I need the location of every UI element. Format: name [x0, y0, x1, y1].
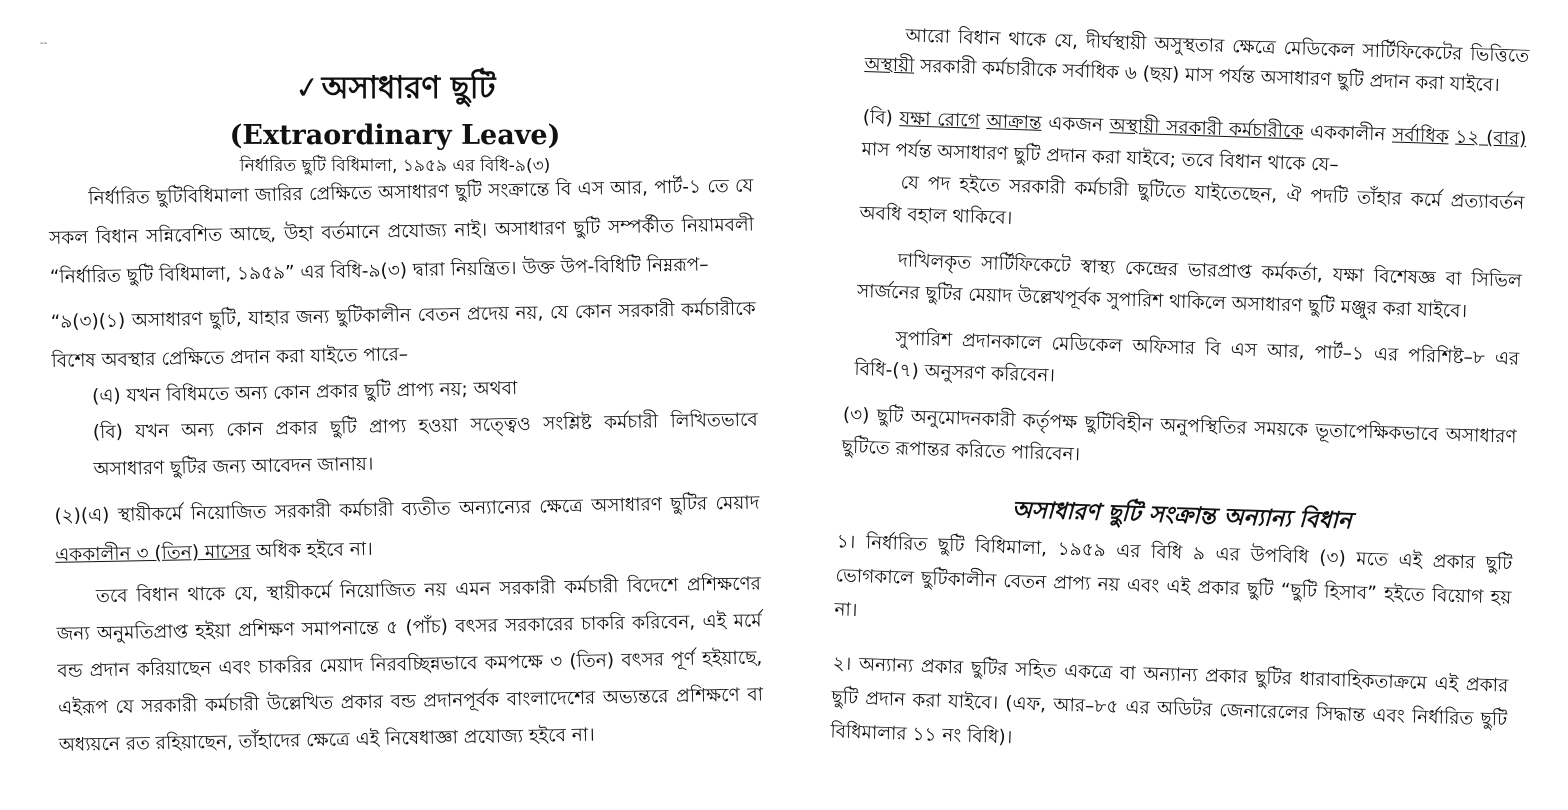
rule-b-underlined-5: ১২ (বার)	[1455, 126, 1527, 150]
rule-3-paragraph: (৩) ছুটি অনুমোদনকারী কর্তৃপক্ষ ছুটিবিহীন অনুপস্থিতির সময়কে ভূতাপেক্ষিকভাবে অসাধারণ ছুটিতে রূপান্তর করিতে পারিবেন।	[841, 404, 1517, 466]
rule-b-prefix: (বি)	[862, 106, 900, 130]
rule-2a-text-before: (২)(এ) স্থায়ীকর্মে নিয়োজিত সরকারী কর্মচারী ব্যতীত অন্যান্যের ক্ষেত্রে অসাধারণ ছুটির মেয়াদ	[54, 492, 760, 527]
certificate-paragraph: দাখিলকৃত সার্টিফিকেটে স্বাস্থ্য কেন্দ্রের ভারপ্রাপ্ত কর্মকর্তা, যক্ষা বিশেষজ্ঞ বা সিভিল সার্জনের ছুটির মেয়াদ উল্লেখপূর্বক সুপারিশ থাকিলে অসাধারণ ছুটি মঞ্জুর করা যাইবে।	[856, 250, 1523, 323]
rule-b-text-1: একজন	[1041, 112, 1111, 137]
checkmark-icon: ✓	[292, 69, 322, 108]
section-heading: অসাধারণ ছুটি সংক্রান্ত অন্যান্য বিধান	[1011, 497, 1353, 535]
proviso-medical-underlined: অস্থায়ী	[864, 53, 915, 77]
provision-2: ২। অন্যান্য প্রকার ছুটির সহিত একত্রে বা অন্যান্য প্রকার ছুটির ধারাবাহিকতাক্রমে এই প্রকার ছুটি প্রদান করা যাইবে। (এফ, আর–৮৫ এর অডিটর জেনারেলের সিদ্ধান্ত এবং নির্ধারিত ছুটি বিধিমালার ১১ নং বিধি)।	[830, 653, 1509, 749]
left-body	[48, 166, 764, 763]
right-body	[830, 20, 1530, 772]
rule-b-underlined-4: সর্বাধিক	[1391, 124, 1450, 148]
rule-9-3-1: “৯(৩)(১) অসাধারণ ছুটি, যাহার জন্য ছুটিকালীন বেতন প্রদেয় নয়, যে কোন সরকারী কর্মচারীকে বিশেষ অবস্থার প্রেক্ষিতে প্রদান করা যাইতে পারে–	[50, 298, 756, 372]
rule-b-text-2: এককালীন	[1303, 121, 1393, 146]
list-item-b: (বি) যখন অন্য কোন প্রকার ছুটি প্রাপ্য হওয়া সত্ত্বেও সংশ্লিষ্ট কর্মচারী লিখিতভাবে অসাধারণ ছুটির জন্য আবেদন জানায়।	[92, 409, 758, 481]
page-title-english: (Extraordinary Leave)	[229, 120, 561, 151]
title-block	[0, 68, 790, 179]
rule-b-underlined-2: আক্রান্ত	[986, 111, 1043, 134]
corner-mark: --	[40, 38, 48, 49]
list-item-a: (এ) যখন বিধিমতে অন্য কোন প্রকার ছুটি প্রাপ্য নয়; অথবা	[91, 378, 518, 408]
rule-b-underlined-1: যক্ষা রোগে	[899, 108, 981, 132]
post-retention-paragraph: যে পদ হইতে সরকারী কর্মচারী ছুটিতে যাইতেছেন, ঐ পদটি তাঁহার কর্মে প্রত্যাবর্তন অবধি বহাল থাকিবে।	[859, 172, 1525, 229]
intro-paragraph: নির্ধারিত ছুটিবিধিমালা জারির প্রেক্ষিতে অসাধারণ ছুটি সংক্রান্তে বি এস আর, পার্ট-১ তে যে সকল বিধান সন্নিবেশিত আছে, উহা বর্তমানে প্রযোজ্য নাই। অসাধারণ ছুটি সম্পর্কীত নিয়ামবলী “নির্ধারিত ছুটি বিধিমালা, ১৯৫৯” এর বিধি-৯(৩) দ্বারা নিয়ন্ত্রিত। উক্ত উপ-বিধিটি নিম্নরূপ–	[48, 175, 755, 288]
rule-2a	[54, 483, 760, 575]
page-title-bengali-text: অসাধারণ ছুটি	[321, 70, 496, 106]
rule-b-text-3: মাস পর্যন্ত অসাধারণ ছুটি প্রদান করা যাইবে; তবে বিধান থাকে যে–	[861, 138, 1339, 176]
recommendation-paragraph: সুপারিশ প্রদানকালে মেডিকেল অফিসার বি এস আর, পার্ট–১ এর পরিশিষ্ট–৮ এর বিধি-(৭) অনুসরণ করিবেন।	[854, 328, 1520, 387]
rule-b-underlined-3: অস্থায়ী সরকারী কর্মচারীকে	[1109, 115, 1304, 143]
rule-2a-underlined: এককালীন ৩ (তিন) মাসের	[55, 541, 251, 566]
rule-reference: নির্ধারিত ছুটি বিধিমালা, ১৯৫৯ এর বিধি-৯(৩)	[239, 156, 551, 176]
rule-2a-text-after: অধিক হইবে না।	[250, 538, 373, 563]
proviso-medical-text-1: আরো বিধান থাকে যে, দীর্ঘস্থায়ী অসুস্থতার ক্ষেত্রে মেডিকেল সার্টিফিকেটের ভিত্তিতে	[905, 25, 1530, 68]
provision-1: ১। নির্ধারিত ছুটি বিধিমালা, ১৯৫৯ এর বিধি ৯ এর উপবিধি (৩) মতে এই প্রকার ছুটি ভোগকালে ছুটিকালীন বেতন প্রাপ্য নয় এবং এই প্রকার ছুটি “ছুটি হিসাব” হইতে বিয়োগ হয় না।	[834, 531, 1513, 622]
proviso-paragraph: তবে বিধান থাকে যে, স্থায়ীকর্মে নিয়োজিত নয় এমন সরকারী কর্মচারী বিদেশে প্রশিক্ষণের জন্য অনুমতিপ্রাপ্ত হইয়া প্রশিক্ষণ সমাপনান্তে ৫ (পাঁচ) বৎসর সরকারের চাকরি করিবেন, এই মর্মে বন্ড প্রদান করিয়াছেন এবং চাকরির মেয়াদ নিরবচ্ছিন্নভাবে কমপক্ষে ৩ (তিন) বৎসর পূর্ণ হইয়াছে, এইরূপ যে সরকারী কর্মচারী উল্লেখিত প্রকার বন্ড প্রদানপূর্বক বাংলাদেশের অভ্যন্তরে প্রশিক্ষণে বা অধ্যয়নে রত রহিয়াছেন, তাঁহাদের ক্ষেত্রে এই নিষেধাজ্ঞা প্রযোজ্য হইবে না।	[56, 573, 764, 756]
page-title-bengali	[0, 68, 790, 109]
proviso-medical-text-2: সরকারী কর্মচারীকে সর্বাধিক ৬ (ছয়) মাস পর্যন্ত অসাধারণ ছুটি প্রদান করা যাইবে।	[913, 55, 1501, 97]
